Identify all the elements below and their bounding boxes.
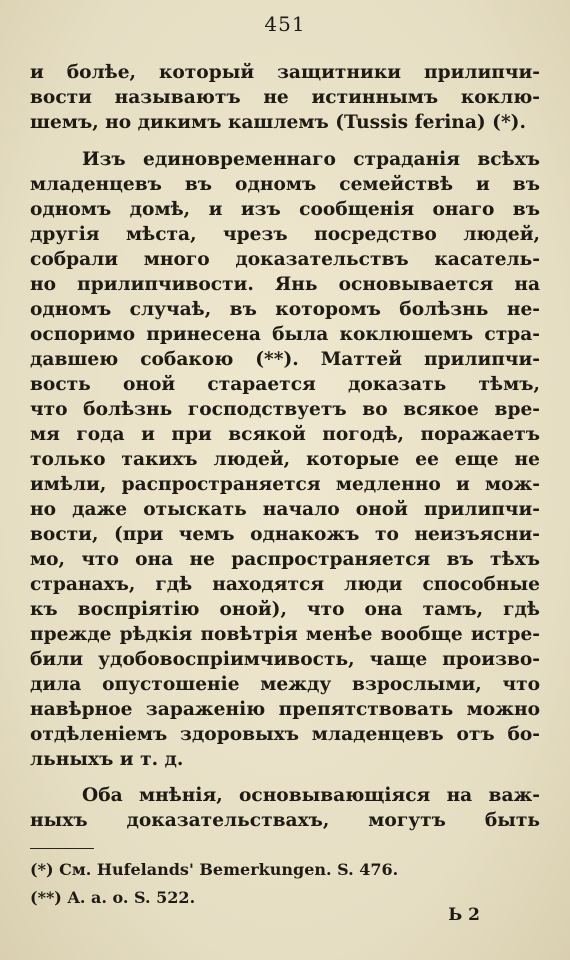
text-line: одномъ случаѣ, въ которомъ болѣзнь не-: [30, 299, 540, 320]
footnote-1: (*) См. Hufelands' Bemerkungen. S. 476.: [30, 860, 399, 879]
footnote-2: (**) A. a. o. S. 522.: [30, 888, 196, 907]
text-line: къ воспріятію оной), что она тамъ, гдѣ: [30, 599, 540, 620]
text-line: странахъ, гдѣ находятся люди способные: [30, 574, 540, 595]
text-line: оспоримо принесена была коклюшемъ стра-: [30, 324, 540, 345]
paragraph-2: [30, 147, 540, 772]
text-line: вости называютъ не истиннымъ коклю-: [30, 87, 540, 108]
text-line: мя года и при всякой погодѣ, поражаетъ: [30, 424, 540, 445]
text-line: но даже отыскать начало оной прилипчи-: [30, 499, 540, 520]
text-line: собрали много доказательствъ касатель-: [30, 249, 540, 270]
text-line: вости, (при чемъ однакожъ то неизъясни-: [30, 524, 540, 545]
text-line: только такихъ людей, которые ее еще не: [30, 449, 540, 470]
text-line: прежде рѣдкія повѣтрія менѣе вообще истре-: [30, 624, 540, 645]
footnotes: [30, 856, 540, 912]
text-line: вость оной старается доказать тѣмъ,: [30, 374, 540, 395]
signature-mark: Ь 2: [448, 905, 480, 925]
text-line: но прилипчивости. Янь основывается на: [30, 274, 540, 295]
text-line: что болѣзнь господствуетъ во всякое вре-: [30, 399, 540, 420]
text-line: льныхъ и т. д.: [30, 749, 184, 770]
footnote-divider: [30, 848, 94, 849]
text-line: Изъ единовременнаго страданія всѣхъ: [82, 149, 540, 170]
text-line: били удобовоспріимчивость, чаще произво-: [30, 649, 540, 670]
text-line: младенцевъ въ одномъ семействѣ и въ: [30, 174, 540, 195]
paragraph-1: [30, 60, 540, 135]
text-line: другія мѣста, чрезъ посредство людей,: [30, 224, 540, 245]
text-line: шемъ, но дикимъ кашлемъ (Tussis ferina) (*).: [30, 112, 526, 133]
text-line: имѣли, распространяется медленно и мож-: [30, 474, 540, 495]
text-line: давшею собакою (**). Маттей прилипчи-: [30, 349, 540, 370]
page-number: 451: [264, 12, 306, 36]
text-line: отдѣленіемъ здоровыхъ младенцевъ отъ бо-: [30, 724, 540, 745]
paragraph-3: [30, 783, 540, 833]
text-line: навѣрное зараженію препятствовать можно: [30, 699, 540, 720]
text-line: одномъ домѣ, и изъ сообщенія онаго въ: [30, 199, 540, 220]
text-line: Оба мнѣнія, основывающіяся на важ-: [82, 785, 540, 806]
text-line: дила опустошеніе между взрослыми, что: [30, 674, 540, 695]
text-line: мо, что она не распространяется въ тѣхъ: [30, 549, 540, 570]
text-line: и болѣе, который защитники прилипчи-: [30, 62, 540, 83]
text-line: ныхъ доказательствахъ, могутъ быть: [30, 810, 540, 831]
